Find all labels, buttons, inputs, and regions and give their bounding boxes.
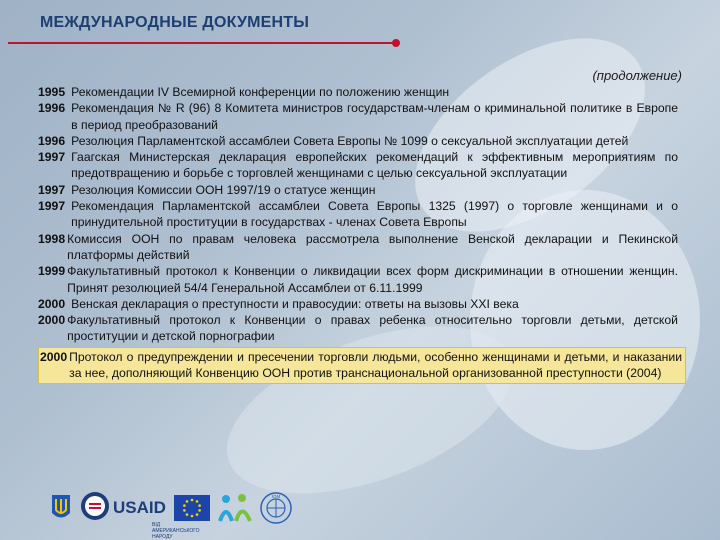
entry-text: Резолюция Комиссии ООН 1997/19 о статусе женщин xyxy=(71,182,376,197)
usaid-subtitle: ВІД АМЕРИКАНСЬКОГО НАРОДУ xyxy=(152,521,200,540)
eu-flag-icon xyxy=(174,495,210,521)
list-item xyxy=(38,133,678,149)
entry-text: Венская декларация о преступности и правосудии: ответы на вызовы XXI века xyxy=(71,296,519,311)
document-list xyxy=(38,84,682,384)
iom-label: IOM xyxy=(271,494,281,499)
entry-year: 2000 xyxy=(38,313,66,328)
page-subtitle: (продолжение) xyxy=(592,68,682,83)
list-item xyxy=(38,231,678,264)
page-title: МЕЖДУНАРОДНЫЕ ДОКУМЕНТЫ xyxy=(40,14,310,31)
list-item xyxy=(38,263,678,296)
title-underline xyxy=(8,42,396,44)
entry-text: Комиссия ООН по правам человека рассмотрела выполнение Венской декларации и Пекинской платформы действий xyxy=(67,231,678,262)
entry-text: Резолюция Парламентской ассамблеи Совета Европы № 1099 о сексуальной эксплуатации детей xyxy=(71,133,629,148)
footer-logos xyxy=(50,488,292,540)
entry-text: Протокол о предупреждении и пресечении торговли людьми, особенно женщинами и детьми, и наказании за нее, дополняющий Конвенцию ООН против транснациональной организованной преступности (2004) xyxy=(69,349,682,381)
iom-logo xyxy=(260,492,292,524)
entry-year: 1997 xyxy=(38,182,66,197)
list-item xyxy=(38,182,678,198)
entry-year: 1997 xyxy=(38,199,66,214)
usaid-seal-icon xyxy=(80,491,110,526)
list-item xyxy=(38,312,678,345)
entry-year: 1995 xyxy=(38,85,66,99)
entry-year: 1997 xyxy=(38,150,66,165)
usaid-label: USAID xyxy=(113,498,166,517)
entry-text: Рекомендации IV Всемирной конференции по положению женщин xyxy=(71,85,450,99)
highlighted-list-item xyxy=(38,347,686,385)
ukraine-trident-icon xyxy=(50,493,72,523)
entry-year: 1996 xyxy=(38,101,66,116)
entry-text: Рекомендация № R (96) 8 Комитета министров государствам-членам о криминальной политике в Европе в период преобразований xyxy=(71,101,678,132)
entry-year: 1996 xyxy=(38,133,66,148)
entry-text: Факультативный протокол к Конвенции о ликвидации всех форм дискриминации в отношении женщин. Принят резолюцией 54/4 Генеральной Ассамблеи от 6.11.1999 xyxy=(67,264,678,295)
list-item xyxy=(38,198,678,231)
list-item xyxy=(38,296,678,312)
list-item xyxy=(38,149,678,182)
entry-text: Рекомендация Парламентской ассамблеи Совета Европы 1325 (1997) о торговле женщинами и о принудительной проституции в государствах - членах Совета Европы xyxy=(71,199,678,230)
entry-year: 2000 xyxy=(40,349,68,364)
entry-year: 2000 xyxy=(38,296,66,311)
entry-year: 1999 xyxy=(38,264,66,279)
entry-text: Гаагская Министерская декларация европейских рекомендаций к эффективным мероприятиям по предотвращению и борьбе с торговлей женщинами с целью сексуальной эксплуатации xyxy=(71,150,678,181)
title-underline-dot xyxy=(392,39,400,47)
list-item xyxy=(38,84,678,100)
entry-year: 1998 xyxy=(38,231,66,246)
iom-logo-icon xyxy=(260,492,292,524)
list-item xyxy=(38,100,678,133)
entry-text: Факультативный протокол к Конвенции о правах ребенка относительно торговли детьми, детской проституции и детской порнографии xyxy=(67,313,678,344)
usaid-logo xyxy=(80,491,200,540)
people-icon xyxy=(218,493,252,523)
